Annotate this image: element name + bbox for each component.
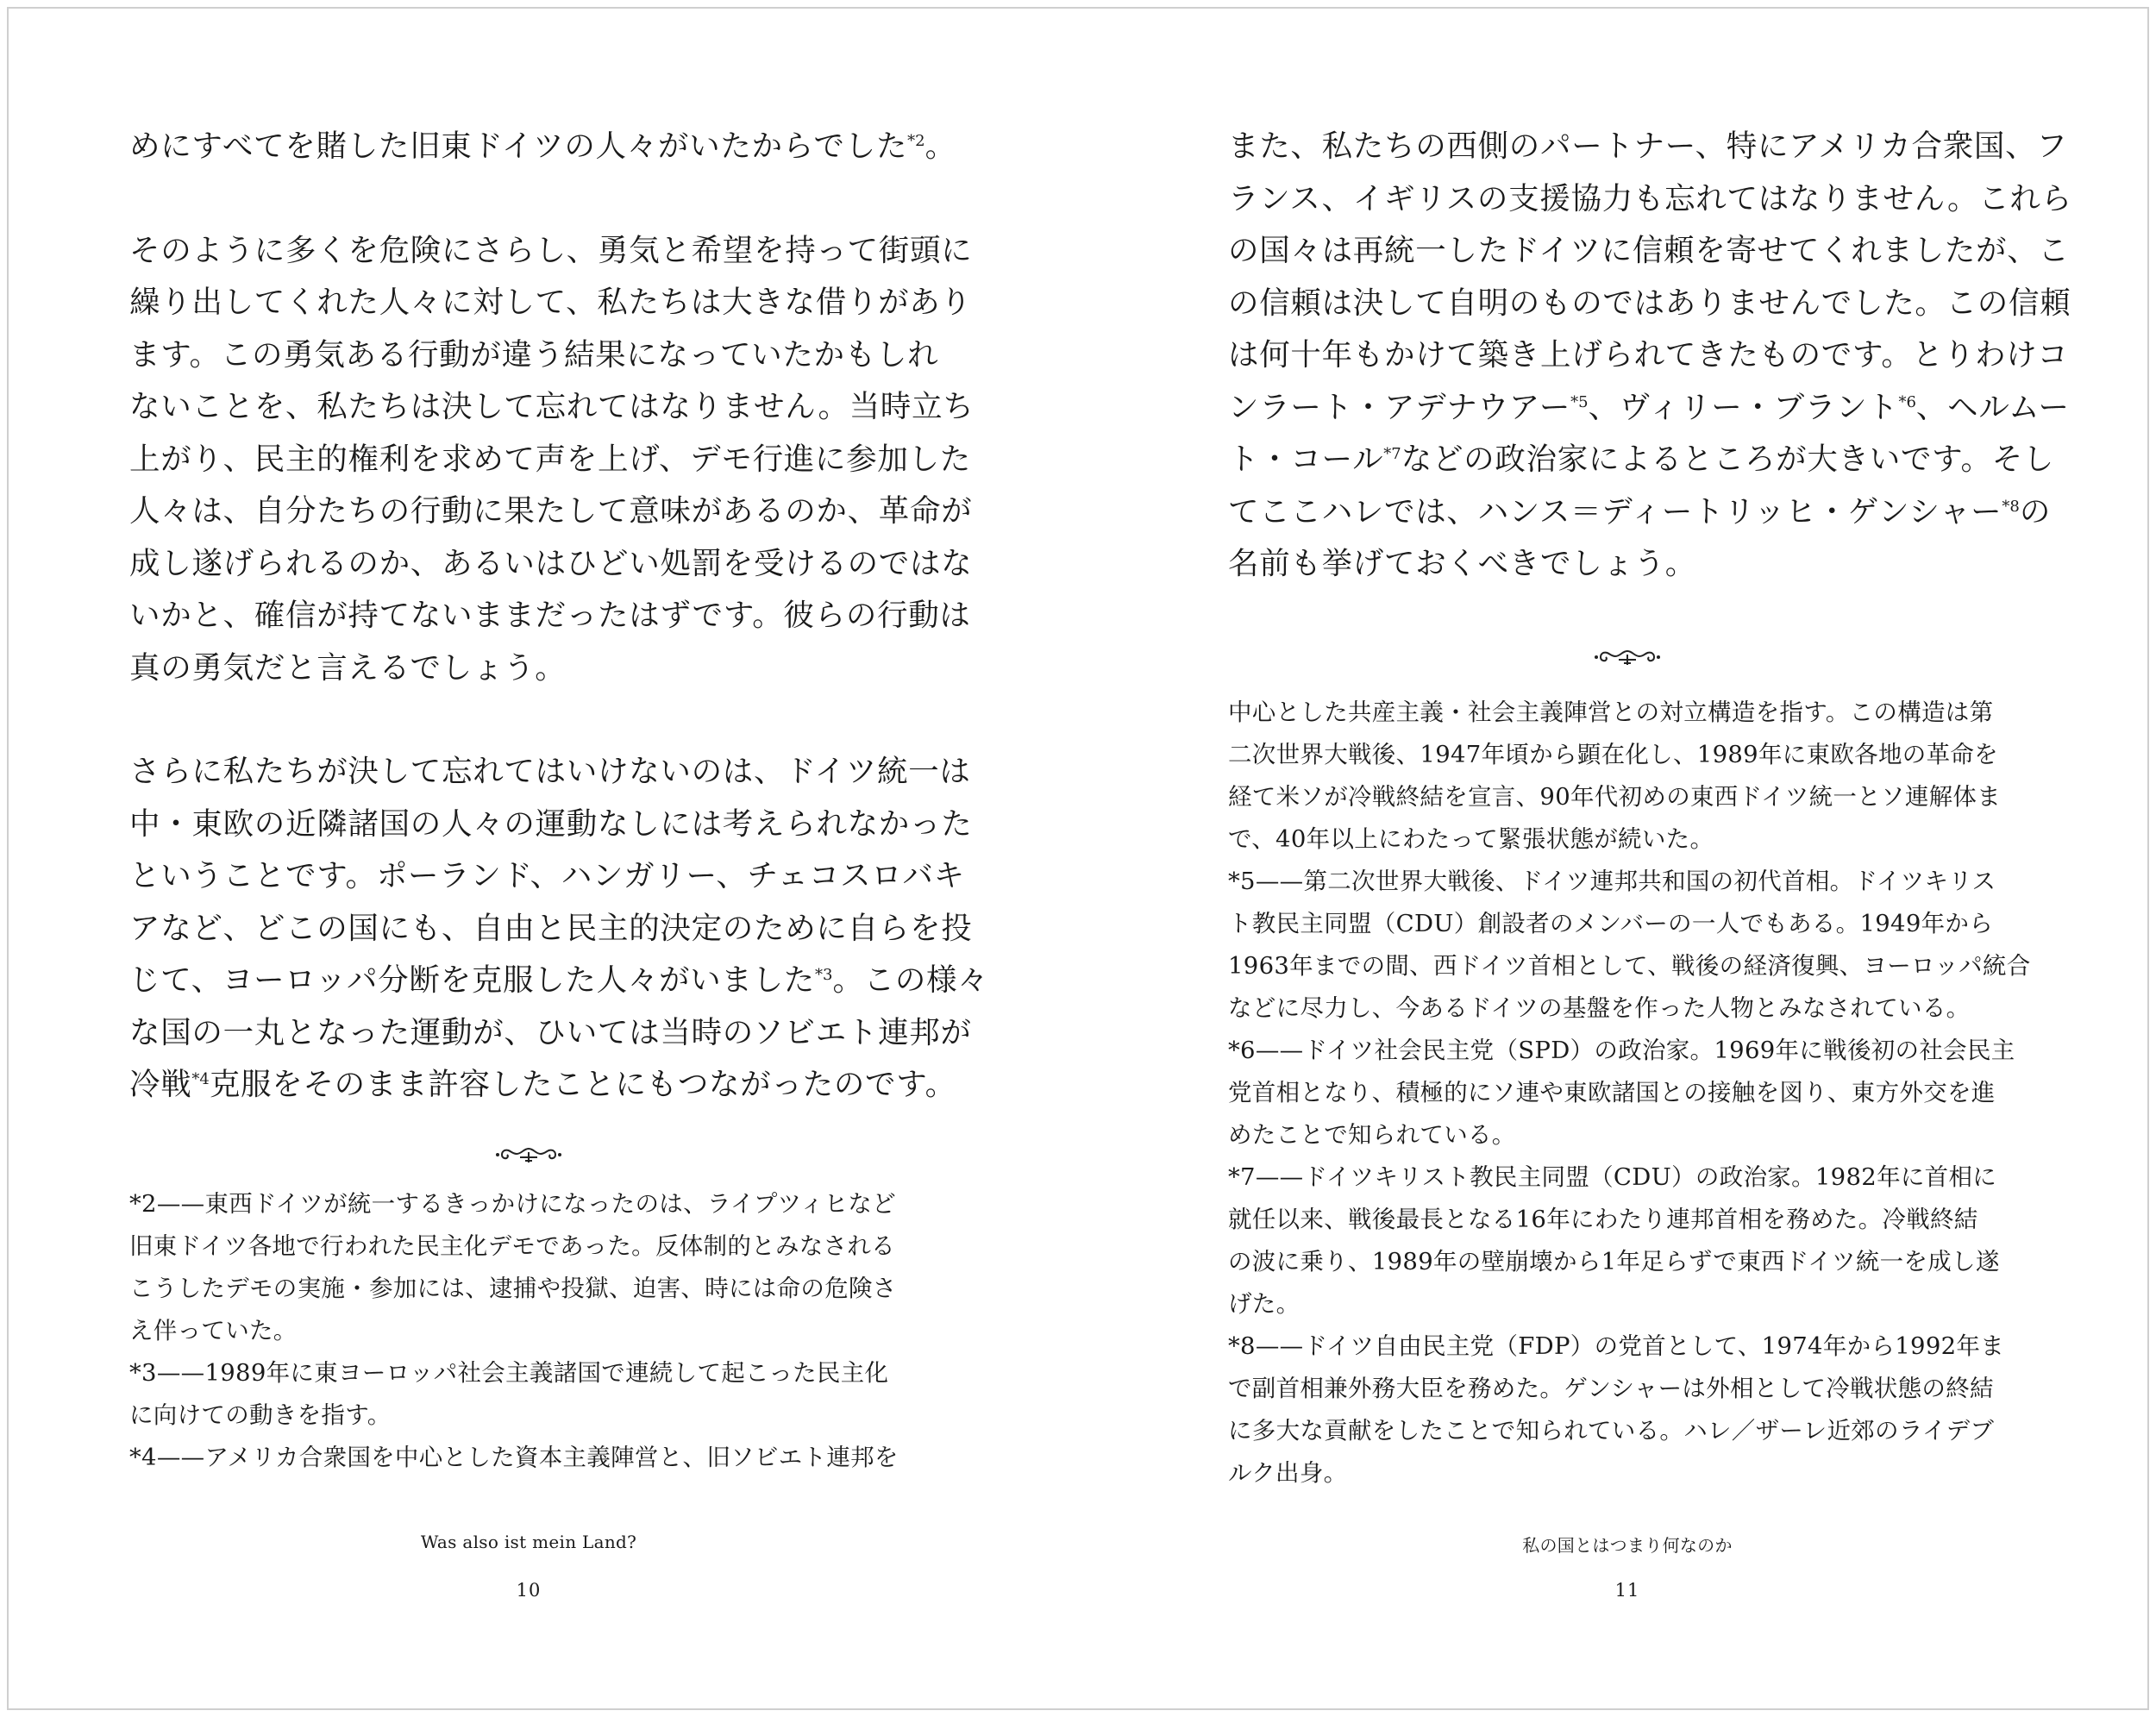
footnote-ref: *7 bbox=[1383, 445, 1401, 463]
footnote-line: *2——東西ドイツが統一するきっかけになったのは、ライプツィヒなど bbox=[129, 1190, 896, 1218]
text-line: ないことを、私たちは決して忘れてはなりません。当時立ち bbox=[129, 389, 975, 424]
text-line: ます。この勇気ある行動が違う結果になっていたかもしれ bbox=[129, 336, 939, 373]
paragraph bbox=[129, 225, 975, 695]
text-line: の信頼は決して自明のものではありませんでした。この信頼 bbox=[1228, 285, 2071, 321]
text-line: ト・コール$^{*7}$などの政治家によるところが大きいです。そし bbox=[1228, 442, 2055, 477]
running-head: Was also ist mein Land? bbox=[420, 1532, 637, 1552]
footnote-line: *8——ドイツ自由民主党（FDP）の党首として、1974年から1992年ま bbox=[1228, 1332, 2005, 1360]
footnote-line: 二次世界大戦後、1947年頃から顕在化し、1989年に東欧各地の革命を bbox=[1228, 741, 1998, 768]
footnote-line: めたことで知られている。 bbox=[1228, 1121, 1516, 1149]
footnote-line: え伴っていた。 bbox=[129, 1317, 298, 1344]
footnote-ref: *8 bbox=[2002, 497, 2020, 516]
footnote-line: 経て米ソが冷戦終結を宣言、90年代初めの東西ドイツ統一とソ連解体ま bbox=[1228, 783, 2002, 811]
footnote-line: *4——アメリカ合衆国を中心とした資本主義陣営と、旧ソビエト連邦を bbox=[129, 1444, 899, 1471]
running-head: 私の国とはつまり何なのか bbox=[1522, 1535, 1733, 1556]
footnote-line: ト教民主同盟（CDU）創設者のメンバーの一人でもある。1949年から bbox=[1228, 910, 1994, 937]
text-line: めにすべてを賭した旧東ドイツの人々がいたからでした$^{*2}$。 bbox=[129, 128, 956, 164]
ornament-divider-icon bbox=[494, 1145, 563, 1164]
page-number: 10 bbox=[516, 1580, 542, 1601]
footnote-ref: *2 bbox=[907, 132, 925, 150]
footnote-line: ルク出身。 bbox=[1228, 1459, 1348, 1487]
text-line: さらに私たちが決して忘れてはいけないのは、ドイツ統一は bbox=[129, 754, 971, 789]
text-line: の国々は再統一したドイツに信頼を寄せてくれましたが、こ bbox=[1228, 233, 2070, 268]
text-line: てここハレでは、ハンス＝ディートリッヒ・ゲンシャー$^{*8}$の bbox=[1228, 493, 2052, 530]
paragraph bbox=[129, 121, 956, 173]
footnote-line: 1963年までの間、西ドイツ首相として、戦後の経済復興、ヨーロッパ統合 bbox=[1228, 952, 2031, 980]
footnote-ref: *5 bbox=[1570, 392, 1589, 411]
left-footnotes bbox=[129, 1183, 935, 1479]
footnote-line: 就任以来、戦後最長となる16年にわたり連邦首相を務めた。冷戦終結 bbox=[1228, 1206, 1978, 1233]
text-line: は何十年もかけて築き上げられてきたものです。とりわけコ bbox=[1228, 337, 2069, 373]
footnote-line: *6——ドイツ社会民主党（SPD）の政治家。1969年に戦後初の社会民主 bbox=[1228, 1037, 2015, 1064]
text-line: 真の勇気だと言えるでしょう。 bbox=[129, 649, 567, 686]
footnote-line: で、40年以上にわたって緊張状態が続いた。 bbox=[1228, 825, 1714, 853]
text-line: また、私たちの西側のパートナー、特にアメリカ合衆国、フ bbox=[1228, 128, 2068, 164]
paragraph bbox=[129, 746, 989, 1112]
text-line: そのように多くを危険にさらし、勇気と希望を持って街頭に bbox=[129, 232, 973, 268]
footnote-line: こうしたデモの実施・参加には、逮捕や投獄、迫害、時には命の危険さ bbox=[129, 1275, 897, 1302]
right-footnotes bbox=[1228, 692, 2034, 1495]
text-line: ンラート・アデナウアー$^{*5}$、ヴィリー・ブラント$^{*6}$、ヘルムー bbox=[1228, 389, 2070, 425]
left-body-text bbox=[129, 121, 989, 1163]
text-line: 冷戦$^{*4}$克服をそのまま許容したことにもつながったのです。 bbox=[129, 1067, 956, 1102]
text-line: じて、ヨーロッパ分断を克服した人々がいました$^{*3}$。この様々 bbox=[129, 962, 989, 998]
text-line: 名前も挙げておくべきでしょう。 bbox=[1228, 546, 1697, 581]
footnote-line: *5——第二次世界大戦後、ドイツ連邦共和国の初代首相。ドイツキリス bbox=[1228, 868, 1996, 895]
text-line: ランス、イギリスの支援協力も忘れてはなりません。これら bbox=[1228, 180, 2072, 216]
ornament-divider-icon bbox=[1593, 648, 1662, 667]
footnote-line: 旧東ドイツ各地で行われた民主化デモであった。反体制的とみなされる bbox=[129, 1232, 895, 1260]
footnote-line: *7——ドイツキリスト教民主同盟（CDU）の政治家。1982年に首相に bbox=[1228, 1163, 1997, 1191]
footnote-line: 党首相となり、積極的にソ連や東欧諸国との接触を図り、東方外交を進 bbox=[1228, 1079, 1996, 1106]
text-line: 繰り出してくれた人々に対して、私たちは大きな借りがあり bbox=[129, 285, 972, 320]
text-line: ということです。ポーランド、ハンガリー、チェコスロバキ bbox=[129, 858, 965, 893]
footnote-line: に向けての動きを指す。 bbox=[129, 1401, 392, 1429]
footnote-ref: *3 bbox=[814, 966, 833, 984]
footnote-line: *3——1989年に東ヨーロッパ社会主義諸国で連続して起こった民主化 bbox=[129, 1359, 889, 1387]
text-line: 人々は、自分たちの行動に果たして意味があるのか、革命が bbox=[129, 493, 973, 529]
page-number: 11 bbox=[1614, 1580, 1640, 1601]
text-line: な国の一丸となった運動が、ひいては当時のソビエト連邦が bbox=[129, 1014, 972, 1050]
footnote-line: の波に乗り、1989年の壁崩壊から1年足らずで東西ドイツ統一を成し遂 bbox=[1228, 1248, 2000, 1275]
text-line: アなど、どこの国にも、自由と民主的決定のために自らを投 bbox=[129, 910, 973, 946]
footnote-line: 中心とした共産主義・社会主義陣営との対立構造を指す。この構造は第 bbox=[1228, 699, 1994, 726]
footnote-line: げた。 bbox=[1228, 1290, 1300, 1318]
footnote-line: で副首相兼外務大臣を務めた。ゲンシャーは外相として冷戦状態の終結 bbox=[1228, 1375, 1994, 1402]
paragraph bbox=[1228, 121, 2072, 591]
text-line: 成し遂げられるのか、あるいはひどい処罰を受けるのではな bbox=[129, 545, 973, 581]
footnote-ref: *4 bbox=[191, 1070, 210, 1088]
footnote-line: に多大な貢献をしたことで知られている。ハレ／ザーレ近郊のライデブ bbox=[1228, 1417, 1995, 1444]
right-body-text bbox=[1228, 121, 2072, 642]
footnote-ref: *6 bbox=[1898, 392, 1916, 411]
footnote-line: などに尽力し、今あるドイツの基盤を作った人物とみなされている。 bbox=[1228, 994, 1971, 1022]
text-line: 上がり、民主的権利を求めて声を上げ、デモ行進に参加した bbox=[129, 441, 971, 477]
text-line: いかと、確信が持てないままだったはずです。彼らの行動は bbox=[129, 598, 971, 633]
text-line: 中・東欧の近隣諸国の人々の運動なしには考えられなかった bbox=[129, 805, 973, 842]
